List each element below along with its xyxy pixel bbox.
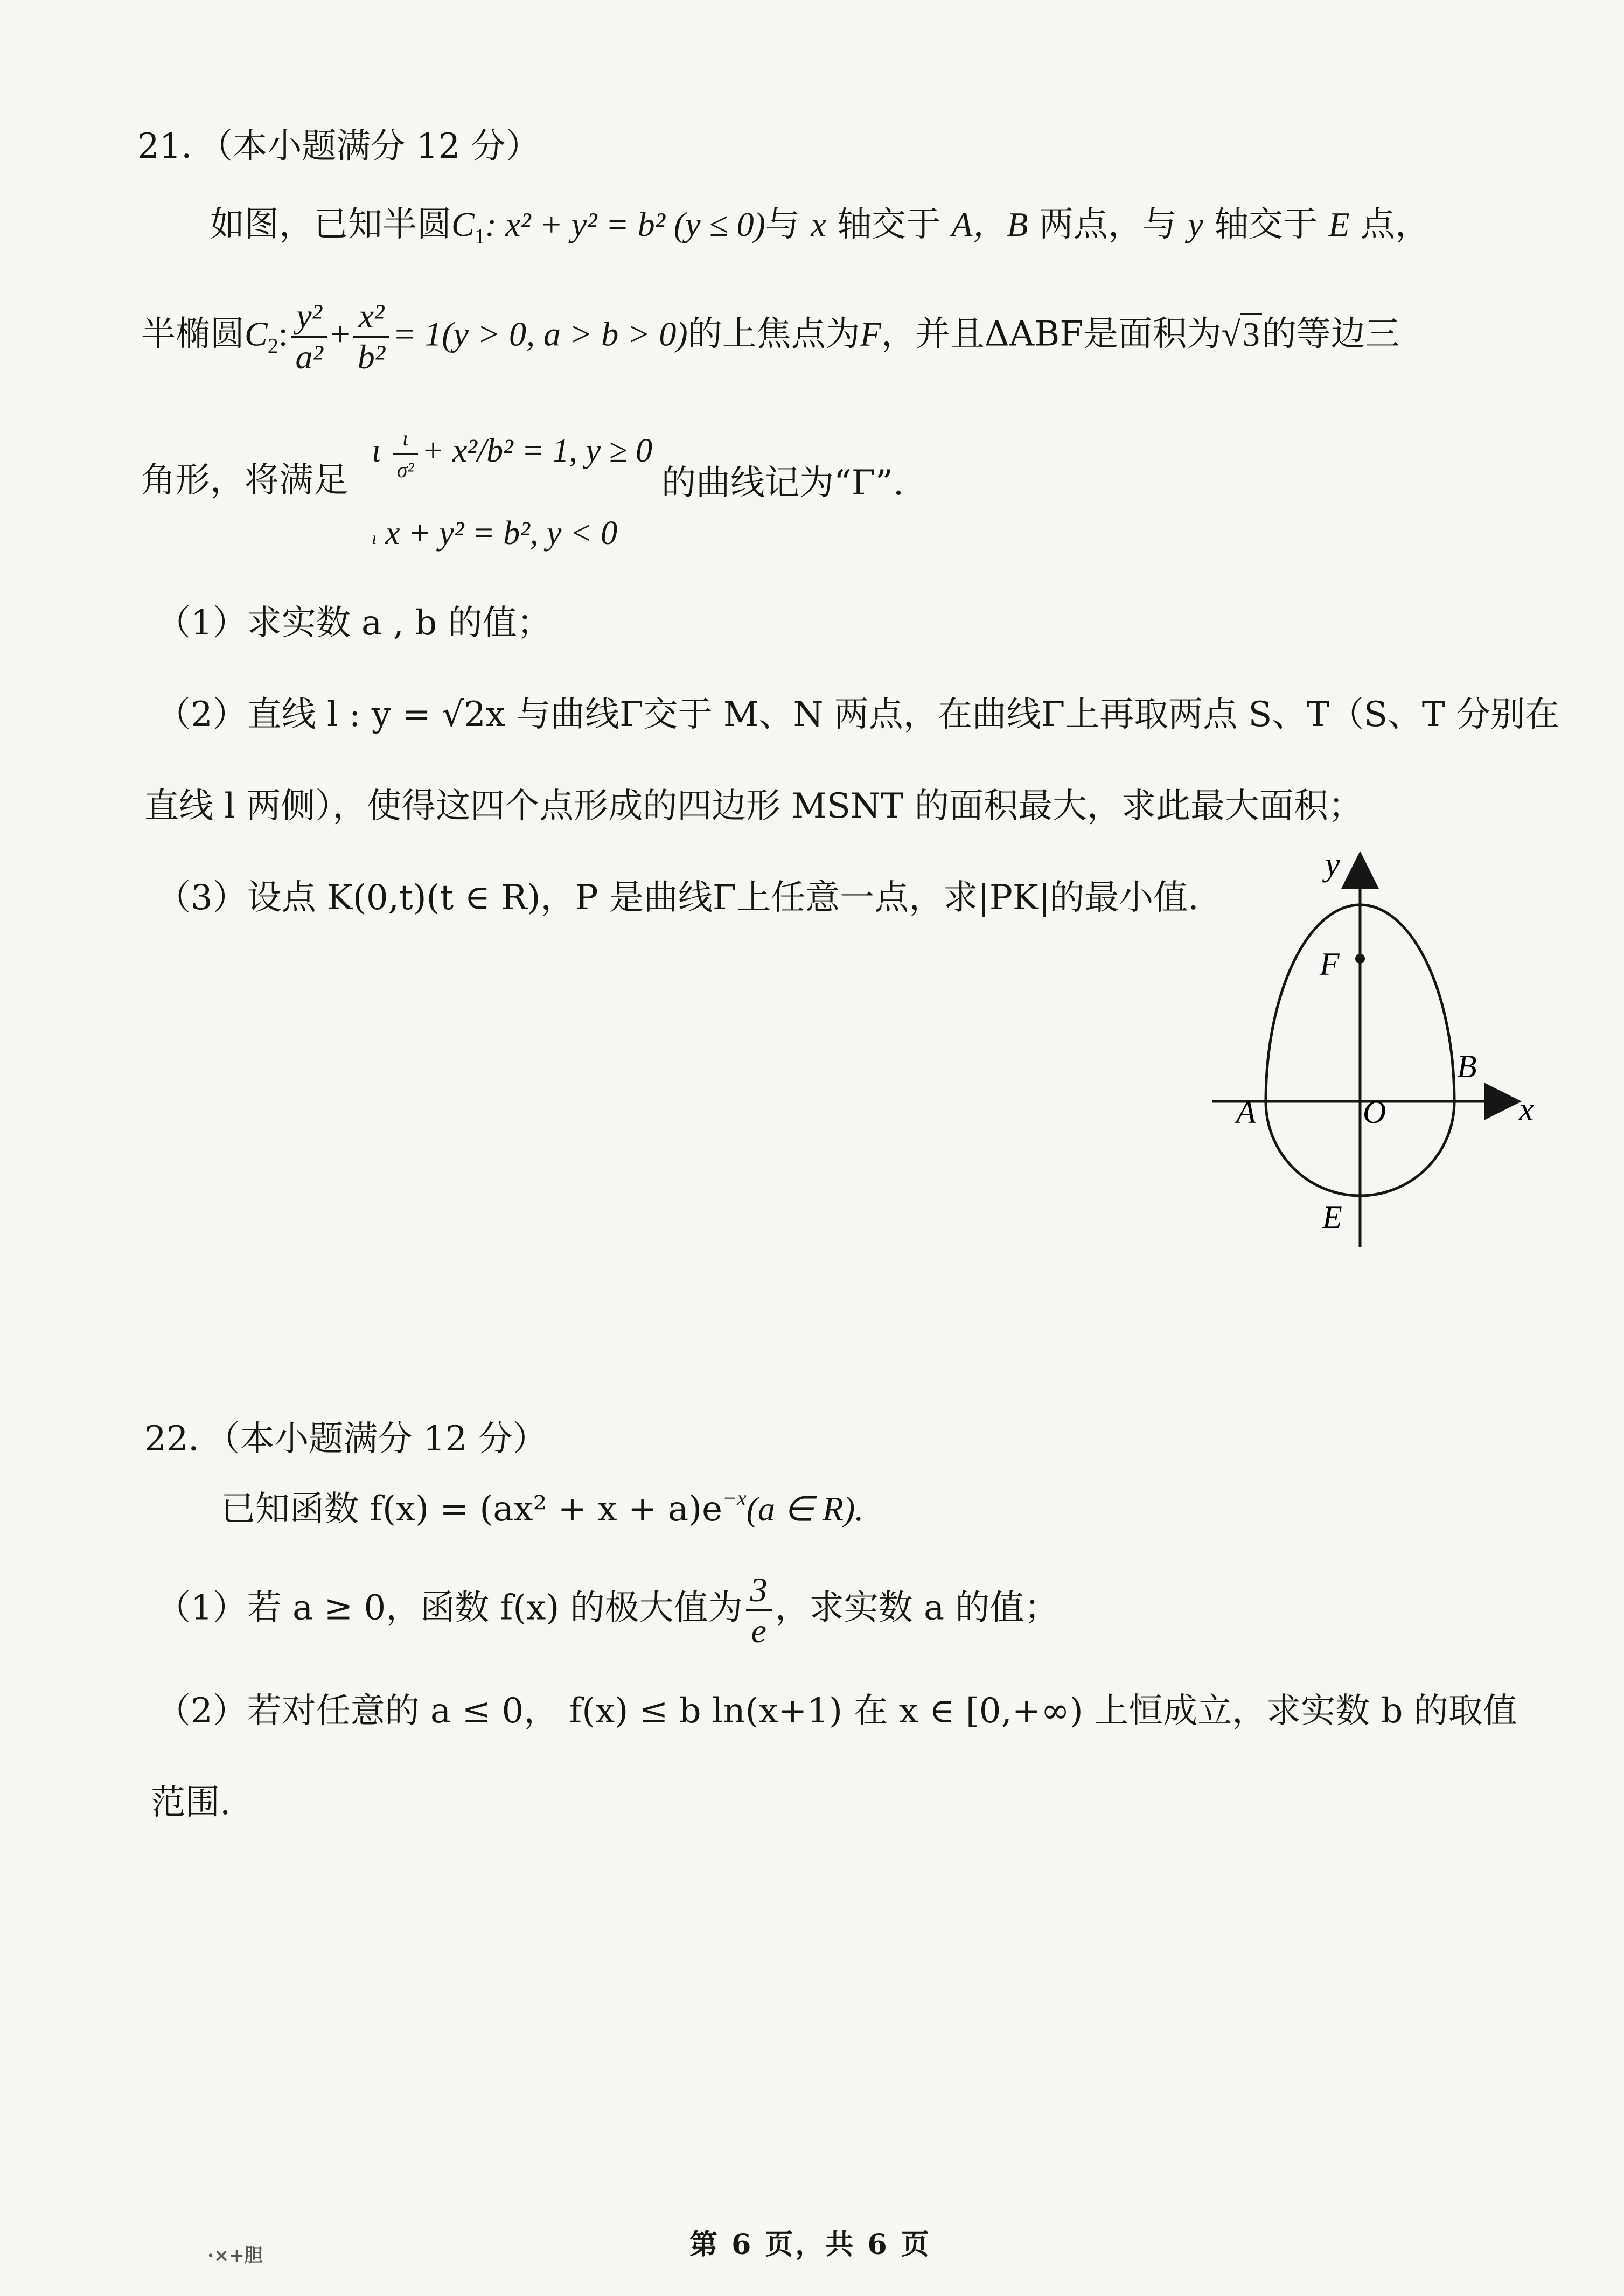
label-E: E <box>1322 1199 1342 1235</box>
q22-line1: 已知函数 $f(x) = (ax^2 + x + a)e^{-x}(a$ ∈ R). <box>221 1486 864 1529</box>
q21-line3-label: 角形，将满足 <box>141 460 348 500</box>
q21-line1: 如图，已知半圆$C_1$: x² + y² = b² (y ≤ 0)与 x 轴交于 A，B 两点，与 y 轴交于 E 点， <box>210 205 1430 248</box>
q21-part3: （3）设点 K(0,t)(t ∈ R)，P 是曲线Γ上任意一点，求|PK|的最小值. <box>156 878 1199 918</box>
q22-header: 22．（本小题满分 12 分） <box>144 1419 547 1459</box>
q21-line3-tail: 的曲线记为“Γ”. <box>661 463 904 503</box>
piecewise-bottom: ı x + y² = b², y < 0 <box>372 515 618 552</box>
q22-part2-line2: 范围. <box>151 1783 231 1823</box>
q21-part1: （1）求实数 a , b 的值； <box>156 603 552 643</box>
fraction-x2-b2: $\frac{\text{x²}}{\text{b²}}$ <box>353 299 389 374</box>
focus-point <box>1355 954 1365 964</box>
label-x: x <box>1519 1091 1534 1128</box>
q22-part1: （1）若 a ≥ 0，函数 f(x) 的极大值为 $\frac{3}{e}$ ，求实数 a 的值； <box>156 1571 1059 1650</box>
q21-line2: 半椭圆$C_2$: $\frac{\text{y²}}{\text{a²}}$ + $\frac{\text{x²}}{\text{b²}}$ = 1(y > 0, a > b > 0)的上焦点为F，并且ΔABF是面积为√3的等边三 <box>141 297 1400 376</box>
label-F: F <box>1320 946 1340 982</box>
label-O: O <box>1363 1094 1386 1130</box>
page-number: 第 6 页，共 6 页 <box>689 2228 931 2261</box>
piecewise-top: ι $\frac{\iota}{\text{σ²}}$ + x²/b² = 1, y ≥ 0 <box>372 426 653 482</box>
fraction-3-over-e: $\frac{3}{e}$ <box>746 1573 772 1648</box>
egg-curve-figure <box>1201 851 1535 1260</box>
q21-header: 21．（本小题满分 12 分） <box>137 127 540 166</box>
q21-part2-line1: （2）直线 l : y = √2x 与曲线Γ交于 M、N 两点，在曲线Γ上再取两点 S、T（S、T 分别在 <box>156 695 1559 735</box>
label-y: y <box>1325 851 1340 883</box>
fraction-y2-a2: $\frac{\text{y²}}{\text{a²}}$ <box>291 299 327 374</box>
label-A: A <box>1236 1094 1256 1130</box>
footer-left-mark: ·×+胆 <box>207 2245 263 2266</box>
q21-part2-line2: 直线 l 两侧），使得这四个点形成的四边形 MSNT 的面积最大，求此最大面积； <box>144 786 1363 826</box>
label-B: B <box>1457 1049 1477 1084</box>
q22-part2-line1: （2）若对任意的 a ≤ 0， f(x) ≤ b ln(x+1) 在 x ∈ [0,+∞) 上恒成立，求实数 b 的取值 <box>156 1691 1517 1731</box>
